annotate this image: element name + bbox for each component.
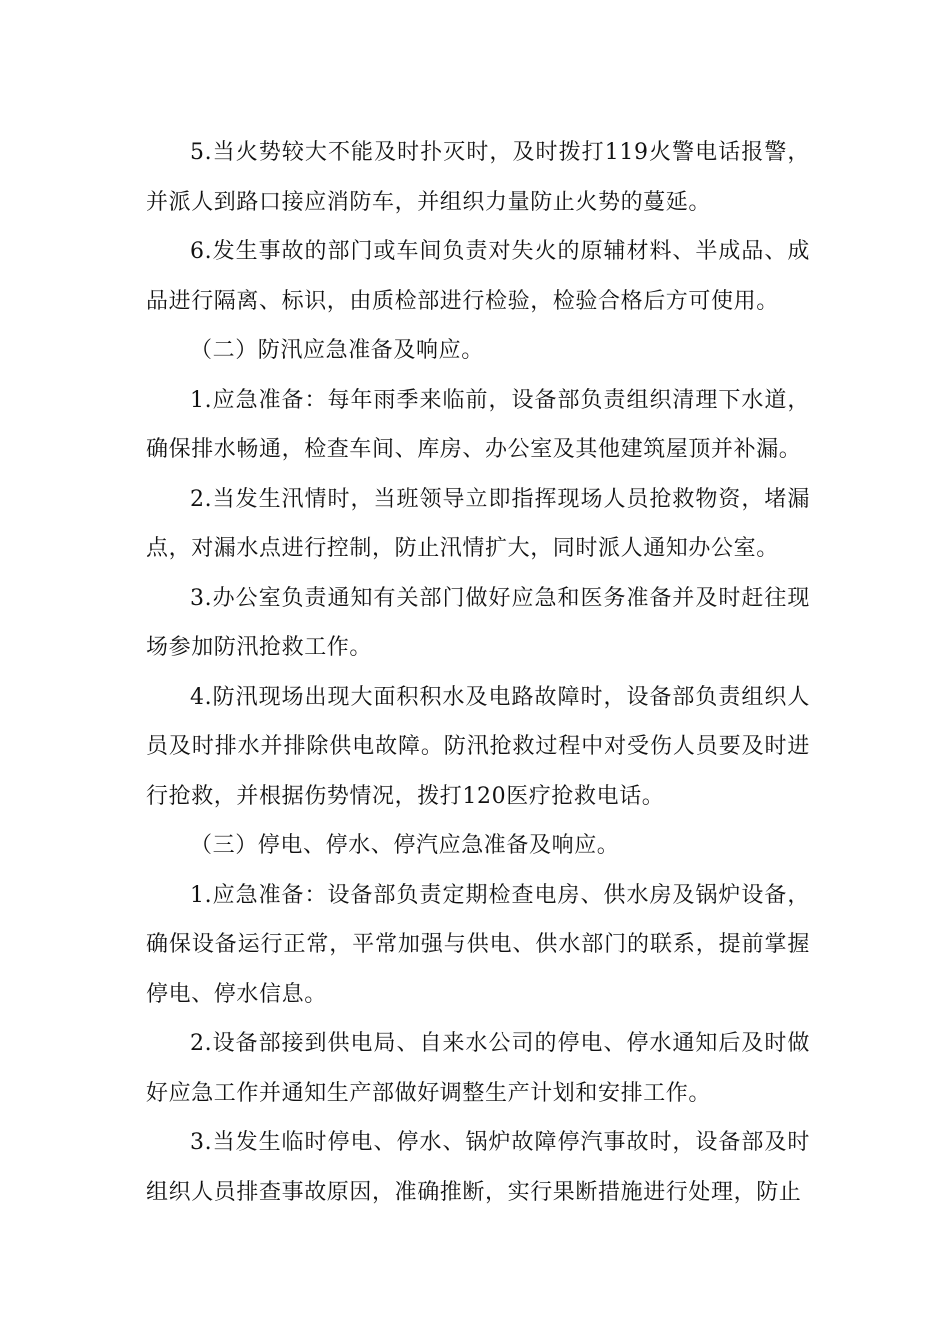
paragraph-outage-response: 3.当发生临时停电、停水、锅炉故障停汽事故时，设备部及时组织人员排查事故原因，准确推断，实行果断措施进行处理，防止 (146, 1130, 810, 1205)
paragraph-flood-notify: 3.办公室负责通知有关部门做好应急和医务准备并及时赶往现场参加防汛抢救工作。 (146, 585, 810, 660)
paragraph-flood-preparation: 1.应急准备：每年雨季来临前，设备部负责组织清理下水道，确保排水畅通，检查车间、库房、办公室及其他建筑屋顶并补漏。 (146, 387, 810, 462)
section-heading-outage: （三）停电、停水、停汽应急准备及响应。 (190, 833, 620, 858)
section-heading-flood: （二）防汛应急准备及响应。 (190, 338, 484, 363)
paragraph-outage-notice: 2.设备部接到供电局、自来水公司的停电、停水通知后及时做好应急工作并通知生产部做好调整生产计划和安排工作。 (146, 1031, 810, 1106)
paragraph-fire-alarm: 5.当火势较大不能及时扑灭时，及时拨打119火警电话报警，并派人到路口接应消防车，并组织力量防止火势的蔓延。 (146, 140, 810, 215)
paragraph-outage-preparation: 1.应急准备：设备部负责定期检查电房、供水房及锅炉设备，确保设备运行正常，平常加强与供电、供水部门的联系，提前掌握停电、停水信息。 (146, 882, 810, 1007)
paragraph-fire-materials: 6.发生事故的部门或车间负责对失火的原辅材料、半成品、成品进行隔离、标识，由质检部进行检验，检验合格后方可使用。 (146, 239, 810, 314)
paragraph-flood-response: 2.当发生汛情时，当班领导立即指挥现场人员抢救物资，堵漏点，对漏水点进行控制，防止汛情扩大，同时派人通知办公室。 (146, 486, 810, 561)
paragraph-flood-drainage: 4.防汛现场出现大面积积水及电路故障时，设备部负责组织人员及时排水并排除供电故障。防汛抢救过程中对受伤人员要及时进行抢救，并根据伤势情况，拨打120医疗抢救电话。 (146, 684, 810, 809)
document-page (146, 128, 810, 1217)
